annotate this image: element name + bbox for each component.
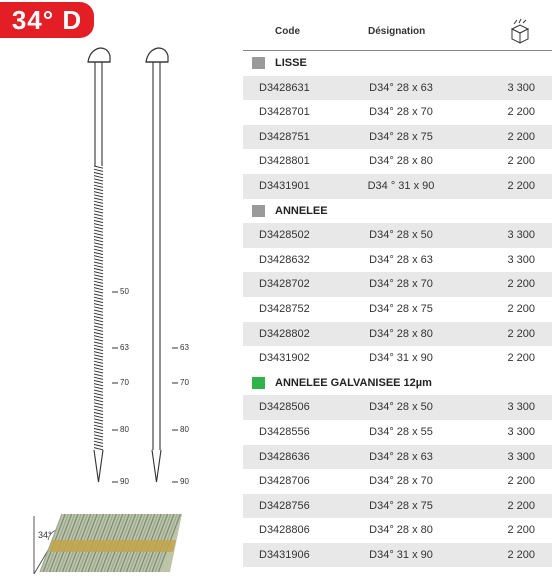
ruler-label-80: 80 — [120, 425, 129, 434]
product-quantity: 2 200 — [507, 179, 535, 192]
product-quantity: 2 200 — [507, 475, 535, 488]
product-table — [243, 0, 552, 567]
table-row — [243, 346, 552, 371]
product-code: D3428701 — [259, 106, 310, 119]
product-quantity: 3 300 — [507, 425, 535, 438]
table-row — [243, 322, 552, 347]
strip-angle-label: 34° — [38, 530, 52, 540]
ruler-label-90: 90 — [120, 477, 129, 486]
product-designation: D34° 28 x 63 — [369, 253, 433, 266]
product-quantity: 2 200 — [507, 106, 535, 119]
ruler-label-80-right: 80 — [180, 425, 189, 434]
product-designation: D34° 28 x 80 — [369, 524, 433, 537]
product-code: D3428702 — [259, 278, 310, 291]
product-designation: D34° 31 x 90 — [369, 352, 433, 365]
ruler-label-70: 70 — [120, 378, 129, 387]
header-code: Code — [275, 26, 300, 37]
product-designation: D34° 28 x 75 — [369, 130, 433, 143]
table-row — [243, 76, 552, 101]
product-code: D3428706 — [259, 475, 310, 488]
product-designation: D34 ° 31 x 90 — [367, 179, 435, 192]
section-color-square — [252, 57, 265, 69]
section-header — [243, 199, 552, 224]
smooth-nail-drawing — [146, 48, 168, 482]
product-code: D3428502 — [259, 229, 310, 242]
product-code: D3428801 — [259, 155, 310, 168]
product-quantity: 2 200 — [507, 524, 535, 537]
table-body — [243, 51, 552, 567]
product-designation: D34° 28 x 63 — [369, 81, 433, 94]
table-header — [243, 0, 552, 51]
section-header — [243, 371, 552, 396]
ruler-label-90-right: 90 — [180, 477, 189, 486]
product-code: D3428506 — [259, 401, 310, 414]
nail-strip-image — [34, 514, 182, 574]
product-quantity: 2 200 — [507, 499, 535, 512]
table-row — [243, 125, 552, 150]
product-quantity: 3 300 — [507, 253, 535, 266]
section-color-square — [252, 377, 265, 389]
product-designation: D34° 28 x 75 — [369, 499, 433, 512]
section-color-square — [252, 205, 265, 217]
ruler-label-50: 50 — [120, 287, 129, 296]
table-row — [243, 518, 552, 543]
product-code: D3428631 — [259, 81, 310, 94]
product-designation: D34° 28 x 50 — [369, 401, 433, 414]
ruler-label-63-right: 63 — [180, 343, 189, 352]
product-designation: D34° 28 x 70 — [369, 278, 433, 291]
section-header — [243, 51, 552, 76]
product-code: D3428802 — [259, 327, 310, 340]
ruler-label-70-right: 70 — [180, 378, 189, 387]
product-quantity: 2 200 — [507, 155, 535, 168]
table-row — [243, 395, 552, 420]
product-quantity: 3 300 — [507, 229, 535, 242]
product-designation: D34° 31 x 90 — [369, 548, 433, 561]
product-quantity: 2 200 — [507, 352, 535, 365]
table-row — [243, 494, 552, 519]
table-row — [243, 543, 552, 568]
product-designation: D34° 28 x 50 — [369, 229, 433, 242]
table-row — [243, 297, 552, 322]
table-row — [243, 272, 552, 297]
product-designation: D34° 28 x 70 — [369, 106, 433, 119]
section-title: LISSE — [275, 57, 307, 69]
product-quantity: 2 200 — [507, 278, 535, 291]
product-code: D3428636 — [259, 450, 310, 463]
section-title: ANNELEE GALVANISEE 12µm — [275, 376, 432, 389]
product-quantity: 3 300 — [507, 81, 535, 94]
product-quantity: 2 200 — [507, 130, 535, 143]
annular-nail-drawing — [88, 48, 110, 482]
section-title: ANNELEE — [275, 204, 328, 217]
product-designation: D34° 28 x 63 — [369, 450, 433, 463]
product-code: D3428752 — [259, 302, 310, 315]
product-code: D3431906 — [259, 548, 310, 561]
product-designation: D34° 28 x 75 — [369, 302, 433, 315]
product-designation: D34° 28 x 70 — [369, 475, 433, 488]
product-code: D3428806 — [259, 524, 310, 537]
product-code: D3431901 — [259, 179, 310, 192]
product-code: D3431902 — [259, 352, 310, 365]
table-row — [243, 420, 552, 445]
table-row — [243, 149, 552, 174]
table-row — [243, 174, 552, 199]
product-code: D3428632 — [259, 253, 310, 266]
product-quantity: 3 300 — [507, 401, 535, 414]
product-quantity: 3 300 — [507, 450, 535, 463]
product-code: D3428751 — [259, 130, 310, 143]
product-code: D3428756 — [259, 499, 310, 512]
table-row — [243, 469, 552, 494]
product-designation: D34° 28 x 55 — [369, 425, 433, 438]
header-designation: Désignation — [368, 26, 426, 37]
table-row — [243, 100, 552, 125]
product-quantity: 2 200 — [507, 327, 535, 340]
product-code: D3428556 — [259, 425, 310, 438]
product-designation: D34° 28 x 80 — [369, 327, 433, 340]
table-row — [243, 223, 552, 248]
ruler-label-63: 63 — [120, 343, 129, 352]
product-quantity: 2 200 — [507, 548, 535, 561]
table-row — [243, 445, 552, 470]
product-badge: 34° D — [0, 2, 94, 38]
product-quantity: 2 200 — [507, 302, 535, 315]
product-designation: D34° 28 x 80 — [369, 155, 433, 168]
box-icon — [509, 18, 531, 44]
table-row — [243, 248, 552, 273]
